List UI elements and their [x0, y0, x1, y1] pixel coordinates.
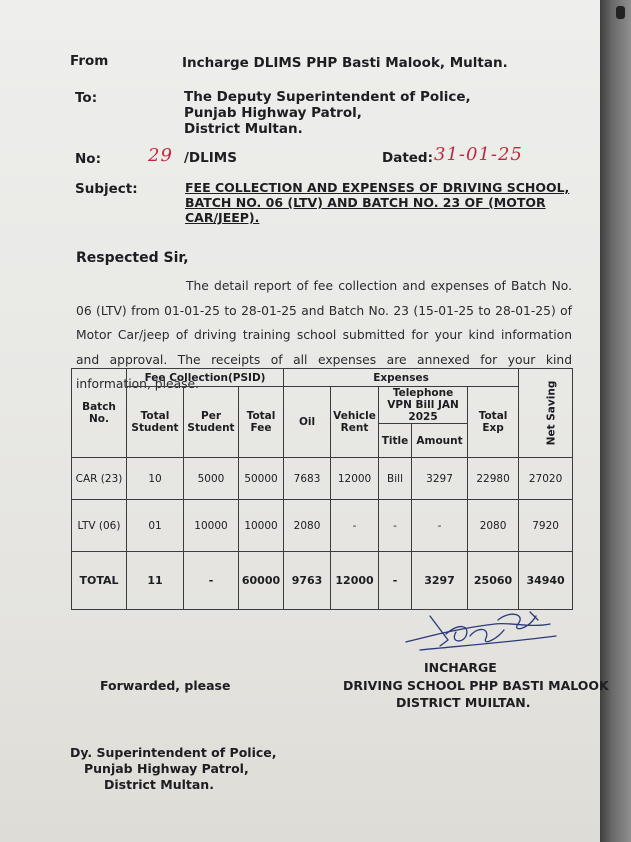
cell-vehicle-rent: 12000 — [331, 552, 379, 610]
handwritten-date: 31-01-25 — [434, 144, 523, 165]
cell-batch: CAR (23) — [72, 458, 127, 500]
dated-label: Dated: — [382, 150, 433, 166]
cell-vehicle-rent: 12000 — [331, 458, 379, 500]
cell-per-student: 10000 — [184, 500, 239, 552]
signature-icon — [400, 606, 560, 666]
from-label: From — [70, 53, 109, 69]
fee-expense-table — [71, 368, 573, 610]
cell-net-saving: 7920 — [519, 500, 573, 552]
subject-text: FEE COLLECTION AND EXPENSES OF DRIVING SCHOOL, BATCH NO. 06 (LTV) AND BATCH NO. 23 OF (MOTOR CAR/JEEP). — [185, 180, 570, 225]
salutation: Respected Sir, — [76, 250, 189, 266]
background-edge — [600, 0, 631, 842]
header-oil: Oil — [284, 387, 331, 458]
cell-total-student: 01 — [127, 500, 184, 552]
no-label: No: — [75, 151, 101, 167]
header-total-exp: Total Exp — [468, 387, 519, 458]
cell-per-student: - — [184, 552, 239, 610]
cell-oil: 2080 — [284, 500, 331, 552]
header-amount: Amount — [412, 424, 468, 458]
forwarded-note: Forwarded, please — [100, 678, 231, 693]
cell-batch: LTV (06) — [72, 500, 127, 552]
from-value: Incharge DLIMS PHP Basti Malook, Multan. — [182, 55, 508, 71]
table-total-row — [72, 552, 573, 610]
header-telephone-bill: Telephone VPN Bill JAN 2025 — [379, 387, 468, 424]
cell-total-exp: 22980 — [468, 458, 519, 500]
header-total-student: Total Student — [127, 387, 184, 458]
header-title: Title — [379, 424, 412, 458]
body-paragraph: The detail report of fee collection and expenses of Batch No. 06 (LTV) from 01-01-25 to 28-01-25 and Batch No. 23 (15-01-25 to 28-01-25) of Motor Car/jeep of driving training school submitted for your kind information and approval. The receipts of all expenses are annexed for your kind information, please. — [76, 279, 572, 391]
cell-batch: TOTAL — [72, 552, 127, 610]
to-line-3: District Multan. — [184, 121, 303, 137]
table-row — [72, 458, 573, 500]
header-fee-collection: Fee Collection(PSID) — [127, 369, 284, 387]
cell-per-student: 5000 — [184, 458, 239, 500]
header-total-fee: Total Fee — [239, 387, 284, 458]
cell-title: Bill — [379, 458, 412, 500]
cell-total-fee: 10000 — [239, 500, 284, 552]
header-net-saving-cell — [519, 369, 573, 458]
cell-net-saving: 27020 — [519, 458, 573, 500]
cell-title: - — [379, 500, 412, 552]
header-batch-no: Batch No. — [72, 369, 127, 458]
signature-title-line-2: DRIVING SCHOOL PHP BASTI MALOOK — [343, 678, 609, 693]
cell-total-exp: 2080 — [468, 500, 519, 552]
to-line-1: The Deputy Superintendent of Police, — [184, 89, 471, 105]
cell-total-fee: 50000 — [239, 458, 284, 500]
handwritten-letter-number: 29 — [148, 145, 173, 166]
cell-total-fee: 60000 — [239, 552, 284, 610]
cell-title: - — [379, 552, 412, 610]
dsp-line-2: Punjab Highway Patrol, — [84, 761, 249, 776]
to-line-2: Punjab Highway Patrol, — [184, 105, 362, 121]
header-per-student: Per Student — [184, 387, 239, 458]
no-suffix: /DLIMS — [184, 150, 237, 166]
cell-net-saving: 34940 — [519, 552, 573, 610]
signature-title-line-3: DISTRICT MUILTAN. — [396, 695, 531, 710]
header-expenses: Expenses — [284, 369, 519, 387]
cell-total-exp: 25060 — [468, 552, 519, 610]
subject-label: Subject: — [75, 181, 138, 197]
cell-amount: 3297 — [412, 458, 468, 500]
signature-title-line-1: INCHARGE — [424, 660, 497, 675]
cell-total-student: 11 — [127, 552, 184, 610]
header-net-saving: Net Saving — [545, 380, 558, 446]
dsp-line-3: District Multan. — [104, 777, 214, 792]
cell-amount: - — [412, 500, 468, 552]
cell-total-student: 10 — [127, 458, 184, 500]
cell-oil: 9763 — [284, 552, 331, 610]
table-row — [72, 500, 573, 552]
cell-amount: 3297 — [412, 552, 468, 610]
dsp-line-1: Dy. Superintendent of Police, — [70, 745, 277, 760]
header-vehicle-rent: Vehicle Rent — [331, 387, 379, 458]
cell-vehicle-rent: - — [331, 500, 379, 552]
to-label: To: — [75, 90, 98, 106]
cell-oil: 7683 — [284, 458, 331, 500]
binder-clip-icon — [616, 6, 625, 19]
